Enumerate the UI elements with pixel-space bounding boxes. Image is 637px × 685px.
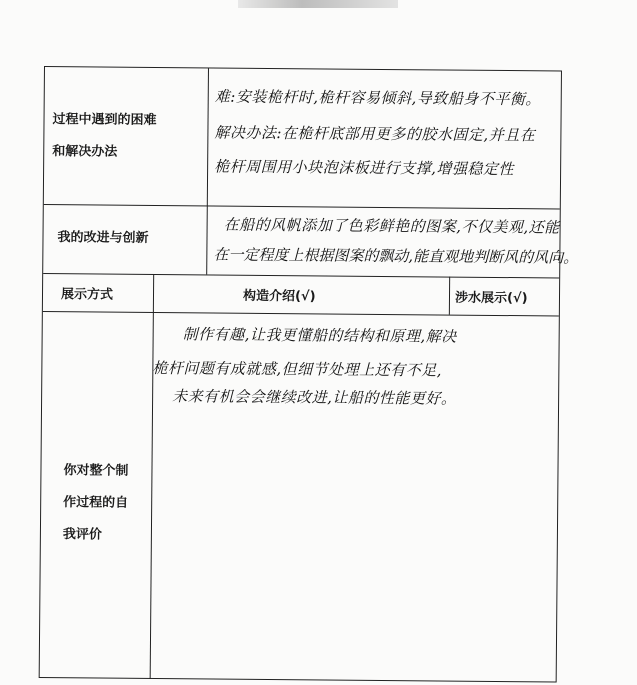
label-column-divider-top bbox=[206, 68, 209, 274]
self-evaluation-answer-line1: 制作有趣,让我更懂船的结构和原理,解决 bbox=[182, 325, 457, 346]
row-divider-2 bbox=[43, 273, 559, 279]
self-evaluation-label-line3: 我评价 bbox=[62, 527, 102, 543]
improvement-answer-line2: 在一定程度上根据图案的飘动,能直观地判断风的风向。 bbox=[213, 245, 579, 267]
self-evaluation-answer-line2: 桅杆问题有成就感,但细节处理上还有不足, bbox=[152, 358, 442, 380]
reflection-form-table bbox=[39, 66, 579, 682]
difficulty-answer-line1: 难:安装桅杆时,桅杆容易倾斜,导致船身不平衡。 bbox=[214, 87, 541, 109]
scan-edge-artifact bbox=[238, 0, 398, 8]
label-column-divider-bottom bbox=[150, 274, 155, 679]
display-method-label: 展示方式 bbox=[60, 287, 114, 303]
water-display-option: 涉水展示(√) bbox=[454, 290, 528, 307]
difficulty-label-line2: 和解决办法 bbox=[52, 144, 118, 160]
row-divider-3 bbox=[43, 311, 559, 317]
self-evaluation-label bbox=[63, 455, 148, 552]
display-option-divider bbox=[449, 277, 450, 315]
structure-intro-option: 构造介绍(√) bbox=[242, 288, 316, 305]
self-evaluation-answer-line3: 未来有机会会继续改进,让船的性能更好。 bbox=[172, 387, 457, 408]
difficulty-answer-line2: 解决办法:在桅杆底部用更多的胶水固定,并且在 bbox=[214, 123, 536, 145]
difficulty-label bbox=[52, 107, 203, 166]
self-evaluation-label-line1: 你对整个制 bbox=[63, 463, 129, 479]
improvement-label: 我的改进与创新 bbox=[57, 230, 149, 246]
improvement-answer-line1: 在船的风帆添加了色彩鲜艳的图案,不仅美观,还能 bbox=[223, 215, 560, 237]
self-evaluation-label-line2: 作过程的自 bbox=[63, 495, 129, 511]
difficulty-label-line1: 过程中遇到的困难 bbox=[52, 112, 157, 128]
difficulty-answer-line3: 桅杆周围用小块泡沫板进行支撑,增强稳定性 bbox=[214, 157, 514, 179]
